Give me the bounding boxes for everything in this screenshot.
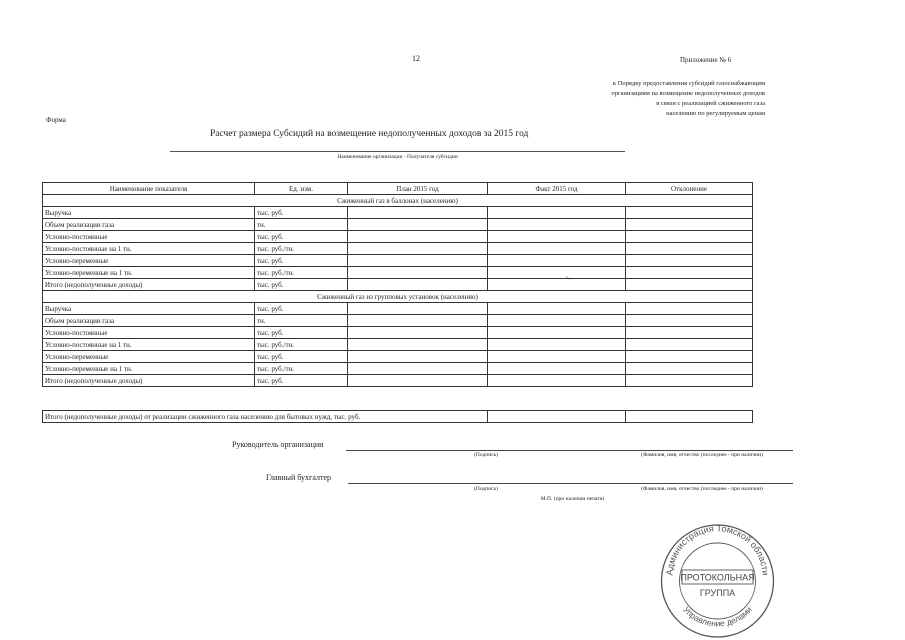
stray-pen-mark: \	[564, 274, 572, 282]
accountant-signature-caption: (Подпись)	[474, 486, 498, 492]
plan-cell[interactable]	[348, 339, 488, 351]
head-signature-line[interactable]	[346, 450, 793, 451]
deviation-cell[interactable]	[626, 267, 753, 279]
deviation-cell[interactable]	[626, 339, 753, 351]
indicator-name: Условно-постоянные	[43, 327, 255, 339]
appendix-line: населению по регулируемым ценам	[666, 110, 765, 117]
protocol-group-stamp	[655, 515, 780, 640]
unit-cell: тыс. руб.	[255, 303, 348, 315]
table-row	[43, 231, 753, 243]
plan-cell[interactable]	[348, 267, 488, 279]
table-row	[43, 351, 753, 363]
deviation-cell[interactable]	[626, 219, 753, 231]
unit-cell: тыс. руб./тн.	[255, 267, 348, 279]
unit-cell: тыс. руб.	[255, 231, 348, 243]
table-row	[43, 339, 753, 351]
stamp-ring-text: Администрация Томской области	[664, 523, 771, 576]
unit-cell: тыс. руб.	[255, 375, 348, 387]
organization-name-line	[170, 151, 625, 152]
section-row	[43, 195, 753, 207]
appendix-line: в связи с реализацией сжиженного газа	[656, 100, 765, 107]
indicator-name: Выручка	[43, 303, 255, 315]
plan-cell[interactable]	[348, 315, 488, 327]
deviation-cell[interactable]	[626, 243, 753, 255]
column-header: Отклонение	[626, 183, 753, 195]
table-header-row	[43, 183, 753, 195]
deviation-cell[interactable]	[626, 279, 753, 291]
indicator-name: Итого (недополученные доходы)	[43, 375, 255, 387]
subsidy-table	[42, 182, 753, 387]
fact-cell[interactable]	[488, 255, 626, 267]
fact-cell[interactable]	[488, 351, 626, 363]
total-label: Итого (недополученные доходы) от реализации сжиженного газа населению для бытовых нужд, тыс. руб.	[43, 411, 488, 423]
table-row	[43, 267, 753, 279]
appendix-line: к Порядку предоставления субсидий газоснабжающим	[612, 80, 765, 87]
total-deviation-cell[interactable]	[626, 411, 753, 423]
table-row	[43, 375, 753, 387]
section-title: Сжиженный газ в баллонах (населению)	[43, 195, 753, 207]
plan-cell[interactable]	[348, 327, 488, 339]
page-number: 12	[412, 54, 420, 63]
total-row	[43, 411, 753, 423]
plan-cell[interactable]	[348, 231, 488, 243]
table-row	[43, 363, 753, 375]
unit-cell: тыс. руб.	[255, 327, 348, 339]
indicator-name: Условно-переменные	[43, 255, 255, 267]
accountant-signature-line[interactable]	[348, 483, 793, 484]
column-header: Факт 2015 год	[488, 183, 626, 195]
indicator-name: Выручка	[43, 207, 255, 219]
deviation-cell[interactable]	[626, 363, 753, 375]
table-row	[43, 255, 753, 267]
plan-cell[interactable]	[348, 363, 488, 375]
indicator-name: Условно-постоянные	[43, 231, 255, 243]
plan-cell[interactable]	[348, 219, 488, 231]
plan-cell[interactable]	[348, 279, 488, 291]
unit-cell: тн.	[255, 315, 348, 327]
deviation-cell[interactable]	[626, 327, 753, 339]
stamp-center-line-1: ПРОТОКОЛЬНАЯ	[680, 572, 755, 583]
fact-cell[interactable]	[488, 315, 626, 327]
fact-cell[interactable]	[488, 327, 626, 339]
appendix-text	[520, 79, 765, 119]
stamp-center-line-2: ГРУППА	[699, 588, 736, 598]
table-row	[43, 315, 753, 327]
column-header: План 2015 год	[348, 183, 488, 195]
fact-cell[interactable]	[488, 339, 626, 351]
svg-text:Управление делами	[681, 604, 754, 628]
table-row	[43, 303, 753, 315]
plan-cell[interactable]	[348, 255, 488, 267]
deviation-cell[interactable]	[626, 207, 753, 219]
column-header: Ед. изм.	[255, 183, 348, 195]
table-row	[43, 243, 753, 255]
deviation-cell[interactable]	[626, 303, 753, 315]
document-title: Расчет размера Субсидий на возмещение недополученных доходов за 2015 год	[210, 129, 529, 139]
appendix-line: организациям на возмещение недополученных доходов	[611, 90, 765, 97]
deviation-cell[interactable]	[626, 255, 753, 267]
plan-cell[interactable]	[348, 375, 488, 387]
section-row	[43, 291, 753, 303]
indicator-name: Условно-переменные на 1 тн.	[43, 363, 255, 375]
fact-cell[interactable]	[488, 303, 626, 315]
unit-cell: тыс. руб.	[255, 351, 348, 363]
deviation-cell[interactable]	[626, 315, 753, 327]
seal-caption: М.П. (при наличии печати)	[540, 496, 605, 502]
table-row	[43, 279, 753, 291]
form-label: Форма	[46, 116, 66, 124]
accountant-name-caption: (Фамилия, имя, отчество (последнее - при наличии)	[641, 486, 763, 492]
indicator-name: Условно-переменные на 1 тн.	[43, 267, 255, 279]
indicator-name: Условно-постоянные на 1 тн.	[43, 243, 255, 255]
indicator-name: Объем реализации газа	[43, 315, 255, 327]
fact-cell[interactable]	[488, 375, 626, 387]
unit-cell: тн.	[255, 219, 348, 231]
head-signature-caption: (Подпись)	[474, 452, 498, 458]
unit-cell: тыс. руб./тн.	[255, 363, 348, 375]
fact-cell[interactable]	[488, 363, 626, 375]
plan-cell[interactable]	[348, 207, 488, 219]
organization-caption: Наименование организации - Получателя субсидии	[337, 154, 458, 160]
section-title: Сжиженный газ из групповых установок (населению)	[43, 291, 753, 303]
fact-cell[interactable]	[488, 267, 626, 279]
fact-cell[interactable]	[488, 279, 626, 291]
indicator-name: Итого (недополученные доходы)	[43, 279, 255, 291]
unit-cell: тыс. руб./тн.	[255, 243, 348, 255]
indicator-name: Условно-постоянные на 1 тн.	[43, 339, 255, 351]
plan-cell[interactable]	[348, 243, 488, 255]
indicator-name: Объем реализации газа	[43, 219, 255, 231]
appendix-title: Приложение № 6	[680, 56, 732, 64]
stamp-bottom-text: Управление делами	[681, 604, 754, 629]
head-name-caption: (Фамилия, имя, отчество (последнее - при наличии)	[641, 452, 763, 458]
column-header: Наименование показателя	[43, 183, 255, 195]
fact-cell[interactable]	[488, 207, 626, 219]
deviation-cell[interactable]	[626, 231, 753, 243]
unit-cell: тыс. руб.	[255, 255, 348, 267]
deviation-cell[interactable]	[626, 351, 753, 363]
head-signature-label: Руководитель организации	[232, 440, 324, 449]
unit-cell: тыс. руб.	[255, 207, 348, 219]
plan-cell[interactable]	[348, 351, 488, 363]
total-table	[42, 410, 753, 423]
unit-cell: тыс. руб.	[255, 279, 348, 291]
plan-cell[interactable]	[348, 303, 488, 315]
unit-cell: тыс. руб./тн.	[255, 339, 348, 351]
svg-text:Администрация Томской области	[664, 523, 770, 575]
total-fact-cell[interactable]	[488, 411, 626, 423]
table-row	[43, 207, 753, 219]
fact-cell[interactable]	[488, 231, 626, 243]
fact-cell[interactable]	[488, 243, 626, 255]
accountant-signature-label: Главный бухгалтер	[266, 473, 331, 482]
deviation-cell[interactable]	[626, 375, 753, 387]
fact-cell[interactable]	[488, 219, 626, 231]
table-row	[43, 327, 753, 339]
indicator-name: Условно-переменные	[43, 351, 255, 363]
table-row	[43, 219, 753, 231]
